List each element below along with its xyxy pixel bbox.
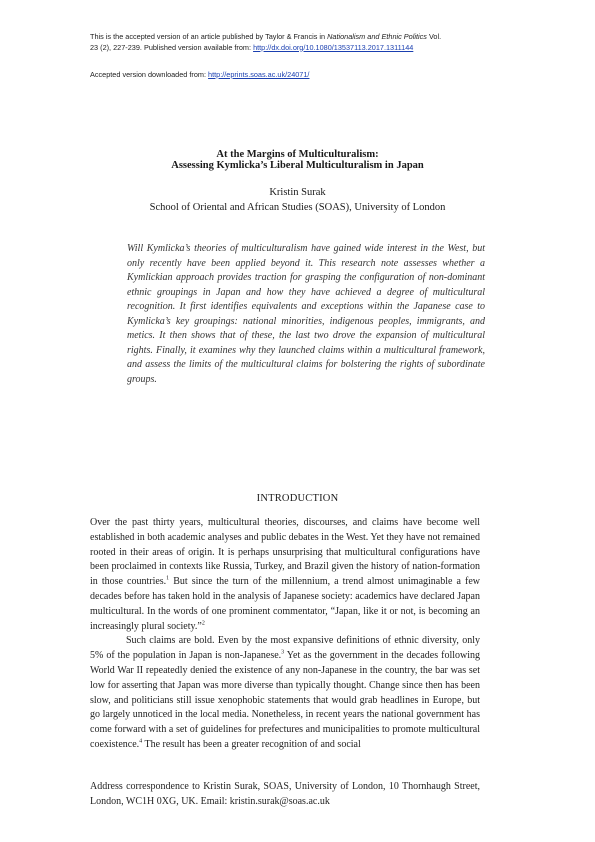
doi-link[interactable]: http://dx.doi.org/10.1080/13537113.2017.1311144: [253, 42, 414, 52]
author-affiliation: School of Oriental and African Studies (SOAS), University of London: [149, 202, 446, 213]
paragraph-2: [90, 634, 480, 752]
paragraph-2-text-end: The result has been a greater recognition of and social: [142, 738, 361, 750]
title-line-2: Assessing Kymlicka’s Liberal Multiculturalism in Japan: [171, 160, 424, 171]
notice-text: This is the accepted version of an article published by Taylor & Francis in: [90, 32, 328, 41]
abstract: Will Kymlicka’s theories of multiculturalism have gained wide interest in the West, but only recently have been applied beyond it. This research note assesses whether a Kymlickian approach provides traction for grasping the configuration of non-dominant ethnic groupings in Japan and how they have achieved a degree of multicultural recognition. It first identifies equivalents and exceptions within the Japanese case to Kymlicka’s key groupings: national minorities, indigenous peoples, immigrants, and metics. It then shows that of these, the last two drove the expansion of multicultural rights. Finally, it examines why they launched claims within a multicultural framework, and assess the limits of the multicultural claims for bolstering the rights of subordinate groups.: [127, 243, 485, 385]
notice-citation: 23 (2), 227-239. Published version available from:: [90, 42, 254, 52]
article-title: [0, 149, 595, 171]
download-notice: [90, 70, 309, 81]
notice-volume: Vol.: [426, 32, 442, 41]
paragraph-1-text: Over the past thirty years, multicultural theories, discourses, and claims have become well established in both academic analyses and public debates in the West. Yet they have not remained rooted in their areas of origin. It is perhaps unsurprising that multicultural configurations have been proclaimed in contexts like Russia, Turkey, and Brazil given the history of nation-formation in those countries.: [90, 517, 480, 588]
footnote-ref-1[interactable]: 1: [166, 575, 170, 582]
paragraph-1-text-cont: But since the turn of the millennium, a trend almost unimaginable a few decades before has taken hold in the analysis of Japanese society: academics have declared Japan multicultural. In the words of one prominent commentator, “Japan, like it or not, is becoming an increasingly plural society.”: [90, 576, 480, 632]
paragraph-2-text-cont: Yet as the government in the decades following World War II repeatedly denied the existence of any non-Japanese in the country, the bar was set low for asserting that Japan was more diverse than typically thought. Change since then has been slow, and politicians still issue xenophobic statements that would grab headlines in Europe, but go largely unnoticed in the local media. Nonetheless, in recent years the national government has come forward with a set of guidelines for prefectures and municipalities to promote multicultural coexistence.: [90, 650, 481, 750]
correspondence-footer: Address correspondence to Kristin Surak, SOAS, University of London, 10 Thornhaugh Street, London, WC1H 0XG, UK. Email: kristin.surak@soas.ac.uk: [90, 781, 480, 807]
download-text: Accepted version downloaded from:: [90, 70, 209, 79]
paragraph-2-text: Such claims are bold. Even by the most expansive definitions of ethnic diversity, only 5% of the population in Japan is non-Japanese.: [90, 635, 480, 662]
title-line-1: At the Margins of Multiculturalism:: [216, 149, 379, 160]
footnote-ref-3[interactable]: 3: [281, 649, 285, 656]
paragraph-1: [90, 516, 480, 634]
body-text: [90, 516, 480, 753]
section-heading: INTRODUCTION: [256, 493, 339, 504]
eprints-link[interactable]: http://eprints.soas.ac.uk/24071/: [208, 70, 310, 79]
footnote-ref-4[interactable]: 4: [139, 738, 143, 745]
footnote-ref-2[interactable]: 2: [201, 620, 205, 627]
author-name: Kristin Surak: [269, 187, 326, 198]
journal-name: Nationalism and Ethnic Politics: [327, 32, 427, 41]
publication-notice: [90, 32, 510, 53]
